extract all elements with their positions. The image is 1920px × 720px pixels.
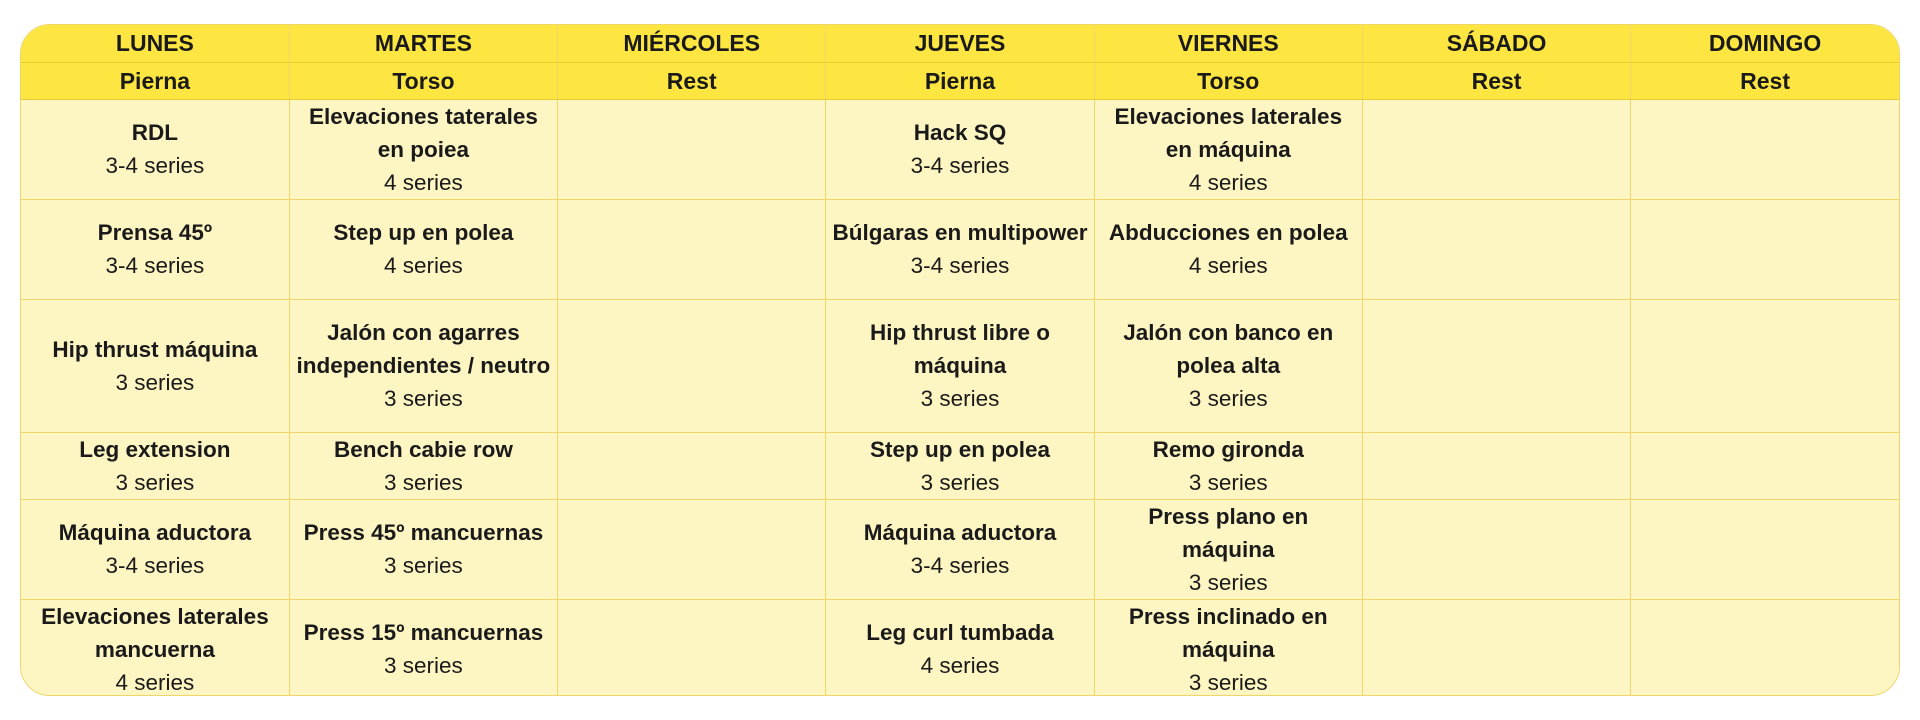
- exercise-row: [21, 599, 1899, 696]
- exercise-cell: [21, 499, 289, 599]
- exercise-name: Prensa 45º: [97, 220, 213, 245]
- exercise-name: Jalón con banco en polea alta: [1123, 320, 1334, 378]
- day-martes: MARTES: [289, 25, 557, 62]
- exercise-sets: 3-4 series: [105, 553, 205, 578]
- empty-cell: [1362, 599, 1630, 696]
- focus-row: [21, 62, 1899, 99]
- exercise-name: Hip thrust máquina: [52, 336, 258, 362]
- exercise-name: RDL: [131, 120, 179, 145]
- exercise-sets: 3-4 series: [910, 553, 1010, 578]
- exercise-sets: 3 series: [1188, 386, 1268, 411]
- schedule-grid: [21, 25, 1899, 696]
- exercise-cell: [826, 199, 1094, 299]
- empty-cell: [558, 432, 826, 499]
- empty-cell: [558, 199, 826, 299]
- exercise-name: Bench cabie row: [334, 436, 513, 462]
- empty-cell: [1362, 199, 1630, 299]
- exercise-row: [21, 99, 1899, 199]
- exercise-name: Jalón con agarres independientes / neutro: [296, 320, 551, 378]
- exercise-cell: [21, 299, 289, 432]
- exercise-name: Hack SQ: [913, 120, 1007, 145]
- empty-cell: [558, 499, 826, 599]
- exercise-sets: 3 series: [1188, 469, 1268, 495]
- exercise-cell: [1094, 499, 1362, 599]
- exercise-sets: 3 series: [115, 369, 195, 395]
- empty-cell: [558, 599, 826, 696]
- schedule-header: [21, 25, 1899, 99]
- focus-sabado: Rest: [1362, 62, 1630, 99]
- exercise-cell: [826, 499, 1094, 599]
- exercise-sets: 3 series: [1188, 569, 1268, 595]
- empty-cell: [1631, 299, 1899, 432]
- exercise-cell: [21, 432, 289, 499]
- empty-cell: [1631, 432, 1899, 499]
- exercise-cell: [289, 299, 557, 432]
- day-jueves: JUEVES: [826, 25, 1094, 62]
- exercise-sets: 3 series: [384, 469, 463, 495]
- empty-cell: [1631, 499, 1899, 599]
- exercise-sets: 3 series: [384, 653, 463, 678]
- exercise-cell: [21, 99, 289, 199]
- exercise-sets: 4 series: [384, 169, 463, 195]
- exercise-name: Elevaciones laterales en máquina: [1114, 103, 1343, 162]
- exercise-sets: 3 series: [1188, 669, 1268, 695]
- day-row: [21, 25, 1899, 62]
- exercise-sets: 4 series: [384, 253, 463, 278]
- exercise-cell: [826, 299, 1094, 432]
- focus-domingo: Rest: [1631, 62, 1899, 99]
- exercise-cell: [1094, 599, 1362, 696]
- exercise-sets: 3 series: [384, 553, 463, 578]
- exercise-sets: 3 series: [920, 386, 1000, 411]
- exercise-name: Press 45º mancuernas: [303, 520, 544, 545]
- schedule-body: [21, 99, 1899, 696]
- exercise-sets: 3 series: [384, 386, 463, 411]
- exercise-name: Máquina aductora: [58, 520, 252, 545]
- focus-lunes: Pierna: [21, 62, 289, 99]
- exercise-sets: 3-4 series: [105, 153, 205, 178]
- exercise-cell: [289, 99, 557, 199]
- exercise-cell: [289, 499, 557, 599]
- exercise-name: Press 15º mancuernas: [303, 620, 544, 645]
- day-sabado: SÁBADO: [1362, 25, 1630, 62]
- focus-martes: Torso: [289, 62, 557, 99]
- empty-cell: [1362, 99, 1630, 199]
- exercise-name: Leg extension: [79, 436, 231, 462]
- exercise-name: Hip thrust libre o máquina: [869, 320, 1050, 378]
- day-viernes: VIERNES: [1094, 25, 1362, 62]
- weekly-workout-table: [20, 24, 1900, 696]
- focus-miercoles: Rest: [558, 62, 826, 99]
- exercise-sets: 3-4 series: [105, 253, 205, 278]
- exercise-name: Press inclinado en máquina: [1128, 603, 1328, 662]
- exercise-cell: [1094, 299, 1362, 432]
- exercise-sets: 4 series: [1188, 169, 1268, 195]
- empty-cell: [1362, 299, 1630, 432]
- exercise-name: Elevaciones laterales mancuerna: [41, 603, 269, 662]
- empty-cell: [558, 299, 826, 432]
- day-miercoles: MIÉRCOLES: [558, 25, 826, 62]
- empty-cell: [1362, 432, 1630, 499]
- exercise-cell: [1094, 199, 1362, 299]
- exercise-name: Remo gironda: [1152, 436, 1304, 462]
- empty-cell: [1631, 199, 1899, 299]
- empty-cell: [1362, 499, 1630, 599]
- exercise-name: Máquina aductora: [863, 520, 1057, 545]
- exercise-name: Leg curl tumbada: [866, 620, 1054, 645]
- day-lunes: LUNES: [21, 25, 289, 62]
- exercise-name: Búlgaras en multipower: [832, 220, 1088, 245]
- exercise-row: [21, 199, 1899, 299]
- exercise-row: [21, 499, 1899, 599]
- exercise-cell: [21, 199, 289, 299]
- exercise-sets: 4 series: [920, 653, 1000, 678]
- exercise-sets: 3 series: [920, 469, 1000, 495]
- exercise-sets: 3-4 series: [910, 153, 1010, 178]
- exercise-row: [21, 299, 1899, 432]
- empty-cell: [1631, 599, 1899, 696]
- exercise-cell: [289, 432, 557, 499]
- exercise-name: Press plano en máquina: [1148, 503, 1309, 562]
- exercise-cell: [289, 199, 557, 299]
- focus-viernes: Torso: [1094, 62, 1362, 99]
- exercise-sets: 3-4 series: [910, 253, 1010, 278]
- exercise-cell: [826, 99, 1094, 199]
- exercise-sets: 4 series: [1188, 253, 1268, 278]
- exercise-sets: 3 series: [115, 469, 195, 495]
- exercise-row: [21, 432, 1899, 499]
- exercise-name: Abducciones en polea: [1108, 220, 1348, 245]
- day-domingo: DOMINGO: [1631, 25, 1899, 62]
- exercise-name: Step up en polea: [869, 436, 1050, 462]
- empty-cell: [558, 99, 826, 199]
- exercise-sets: 4 series: [115, 669, 195, 695]
- exercise-cell: [826, 432, 1094, 499]
- exercise-name: Elevaciones taterales en poiea: [308, 103, 538, 162]
- exercise-cell: [826, 599, 1094, 696]
- exercise-cell: [1094, 99, 1362, 199]
- empty-cell: [1631, 99, 1899, 199]
- focus-jueves: Pierna: [826, 62, 1094, 99]
- exercise-cell: [21, 599, 289, 696]
- exercise-cell: [1094, 432, 1362, 499]
- exercise-name: Step up en polea: [333, 220, 514, 245]
- exercise-cell: [289, 599, 557, 696]
